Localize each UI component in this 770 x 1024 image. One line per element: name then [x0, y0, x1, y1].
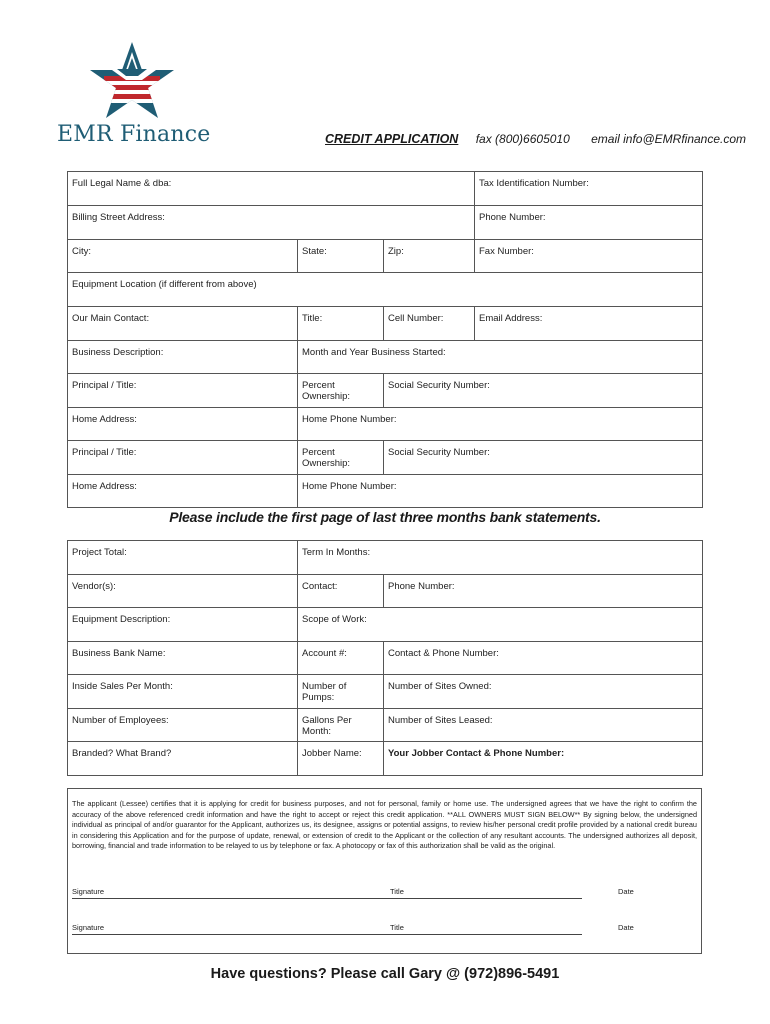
field-jobber-name[interactable]: Jobber Name: — [298, 742, 384, 776]
date-label-2: Date — [618, 923, 634, 932]
field-account-number[interactable]: Account #: — [298, 642, 384, 675]
field-percent-ownership-2[interactable]: Percent Ownership: — [298, 441, 384, 475]
signature-label-2: Signature — [72, 923, 105, 932]
field-percent-ownership-1[interactable]: Percent Ownership: — [298, 374, 384, 408]
date-label-1: Date — [618, 887, 634, 896]
authorization-text: The applicant (Lessee) certifies that it is applying for credit for business purposes, and not for personal, family or home use. The undersigned agrees that we have the right to confirm the accuracy of the above referenced credit information and have the right to accept or reject this credit application. **ALL OWNERS MUST SIGN BELOW** By signing below, the undersigned individual as principal of and/or guarantor for the Applicant, authorizes us, its designee, assigns or potential assigns, to review his/her personal credit profile provided by a national credit bureau in considering this Application and for the purpose of update, renewal, or extension of credit to the Applicant or the collection of any resultant accounts. The undersigned authorizes all deposit, borrowing, financial and trade information to be relayed to us by telephone or fax. A photocopy or fax of this authorization shall be valid as the original. — [72, 799, 697, 850]
field-inside-sales[interactable]: Inside Sales Per Month: — [68, 675, 298, 709]
field-number-employees[interactable]: Number of Employees: — [68, 709, 298, 742]
title-label-2: Title — [390, 923, 404, 932]
field-vendors[interactable]: Vendor(s): — [68, 575, 298, 608]
field-home-phone-1[interactable]: Home Phone Number: — [298, 408, 703, 441]
field-term-months[interactable]: Term In Months: — [298, 541, 703, 575]
applicant-info-table — [67, 171, 703, 508]
field-project-total[interactable]: Project Total: — [68, 541, 298, 575]
field-business-description[interactable]: Business Description: — [68, 341, 298, 374]
field-ssn-2[interactable]: Social Security Number: — [384, 441, 703, 475]
field-scope-of-work[interactable]: Scope of Work: — [298, 608, 703, 642]
field-sites-owned[interactable]: Number of Sites Owned: — [384, 675, 703, 709]
field-state[interactable]: State: — [298, 240, 384, 273]
page-title: CREDIT APPLICATION — [325, 132, 459, 146]
company-name: EMR Finance — [57, 122, 211, 147]
header-line — [325, 132, 746, 146]
field-home-phone-2[interactable]: Home Phone Number: — [298, 475, 703, 508]
field-tax-id[interactable]: Tax Identification Number: — [475, 172, 703, 206]
field-billing-street[interactable]: Billing Street Address: — [68, 206, 475, 240]
field-business-bank-name[interactable]: Business Bank Name: — [68, 642, 298, 675]
signature-line-1[interactable] — [72, 898, 582, 899]
field-fax-number[interactable]: Fax Number: — [475, 240, 703, 273]
field-email-address[interactable]: Email Address: — [475, 307, 703, 341]
field-month-year-started[interactable]: Month and Year Business Started: — [298, 341, 703, 374]
field-equipment-location[interactable]: Equipment Location (if different from above) — [68, 273, 703, 307]
signature-line-2[interactable] — [72, 934, 582, 935]
title-label-1: Title — [390, 887, 404, 896]
field-ssn-1[interactable]: Social Security Number: — [384, 374, 703, 408]
field-branded[interactable]: Branded? What Brand? — [68, 742, 298, 776]
contact-footer: Have questions? Please call Gary @ (972)896-5491 — [210, 966, 560, 982]
field-principal-1[interactable]: Principal / Title: — [68, 374, 298, 408]
signature-label-1: Signature — [72, 887, 105, 896]
field-phone-number[interactable]: Phone Number: — [475, 206, 703, 240]
field-vendor-phone[interactable]: Phone Number: — [384, 575, 703, 608]
authorization-box — [67, 788, 702, 954]
field-city[interactable]: City: — [68, 240, 298, 273]
field-main-contact[interactable]: Our Main Contact: — [68, 307, 298, 341]
field-home-address-2[interactable]: Home Address: — [68, 475, 298, 508]
field-gallons-per-month[interactable]: Gallons Per Month: — [298, 709, 384, 742]
logo — [60, 40, 220, 120]
field-jobber-contact[interactable]: Your Jobber Contact & Phone Number: — [384, 742, 703, 776]
star-flag-icon — [86, 40, 178, 120]
field-cell-number[interactable]: Cell Number: — [384, 307, 475, 341]
field-full-legal-name[interactable]: Full Legal Name & dba: — [68, 172, 475, 206]
field-principal-2[interactable]: Principal / Title: — [68, 441, 298, 475]
field-vendor-contact[interactable]: Contact: — [298, 575, 384, 608]
project-info-table — [67, 540, 703, 776]
field-zip[interactable]: Zip: — [384, 240, 475, 273]
field-sites-leased[interactable]: Number of Sites Leased: — [384, 709, 703, 742]
field-home-address-1[interactable]: Home Address: — [68, 408, 298, 441]
field-equipment-description[interactable]: Equipment Description: — [68, 608, 298, 642]
field-number-pumps[interactable]: Number of Pumps: — [298, 675, 384, 709]
email-address: email info@EMRfinance.com — [591, 132, 747, 146]
bank-statement-note: Please include the first page of last three months bank statements. — [169, 509, 601, 525]
field-contact-title[interactable]: Title: — [298, 307, 384, 341]
fax-number: fax (800)6605010 — [475, 132, 570, 146]
field-bank-contact-phone[interactable]: Contact & Phone Number: — [384, 642, 703, 675]
